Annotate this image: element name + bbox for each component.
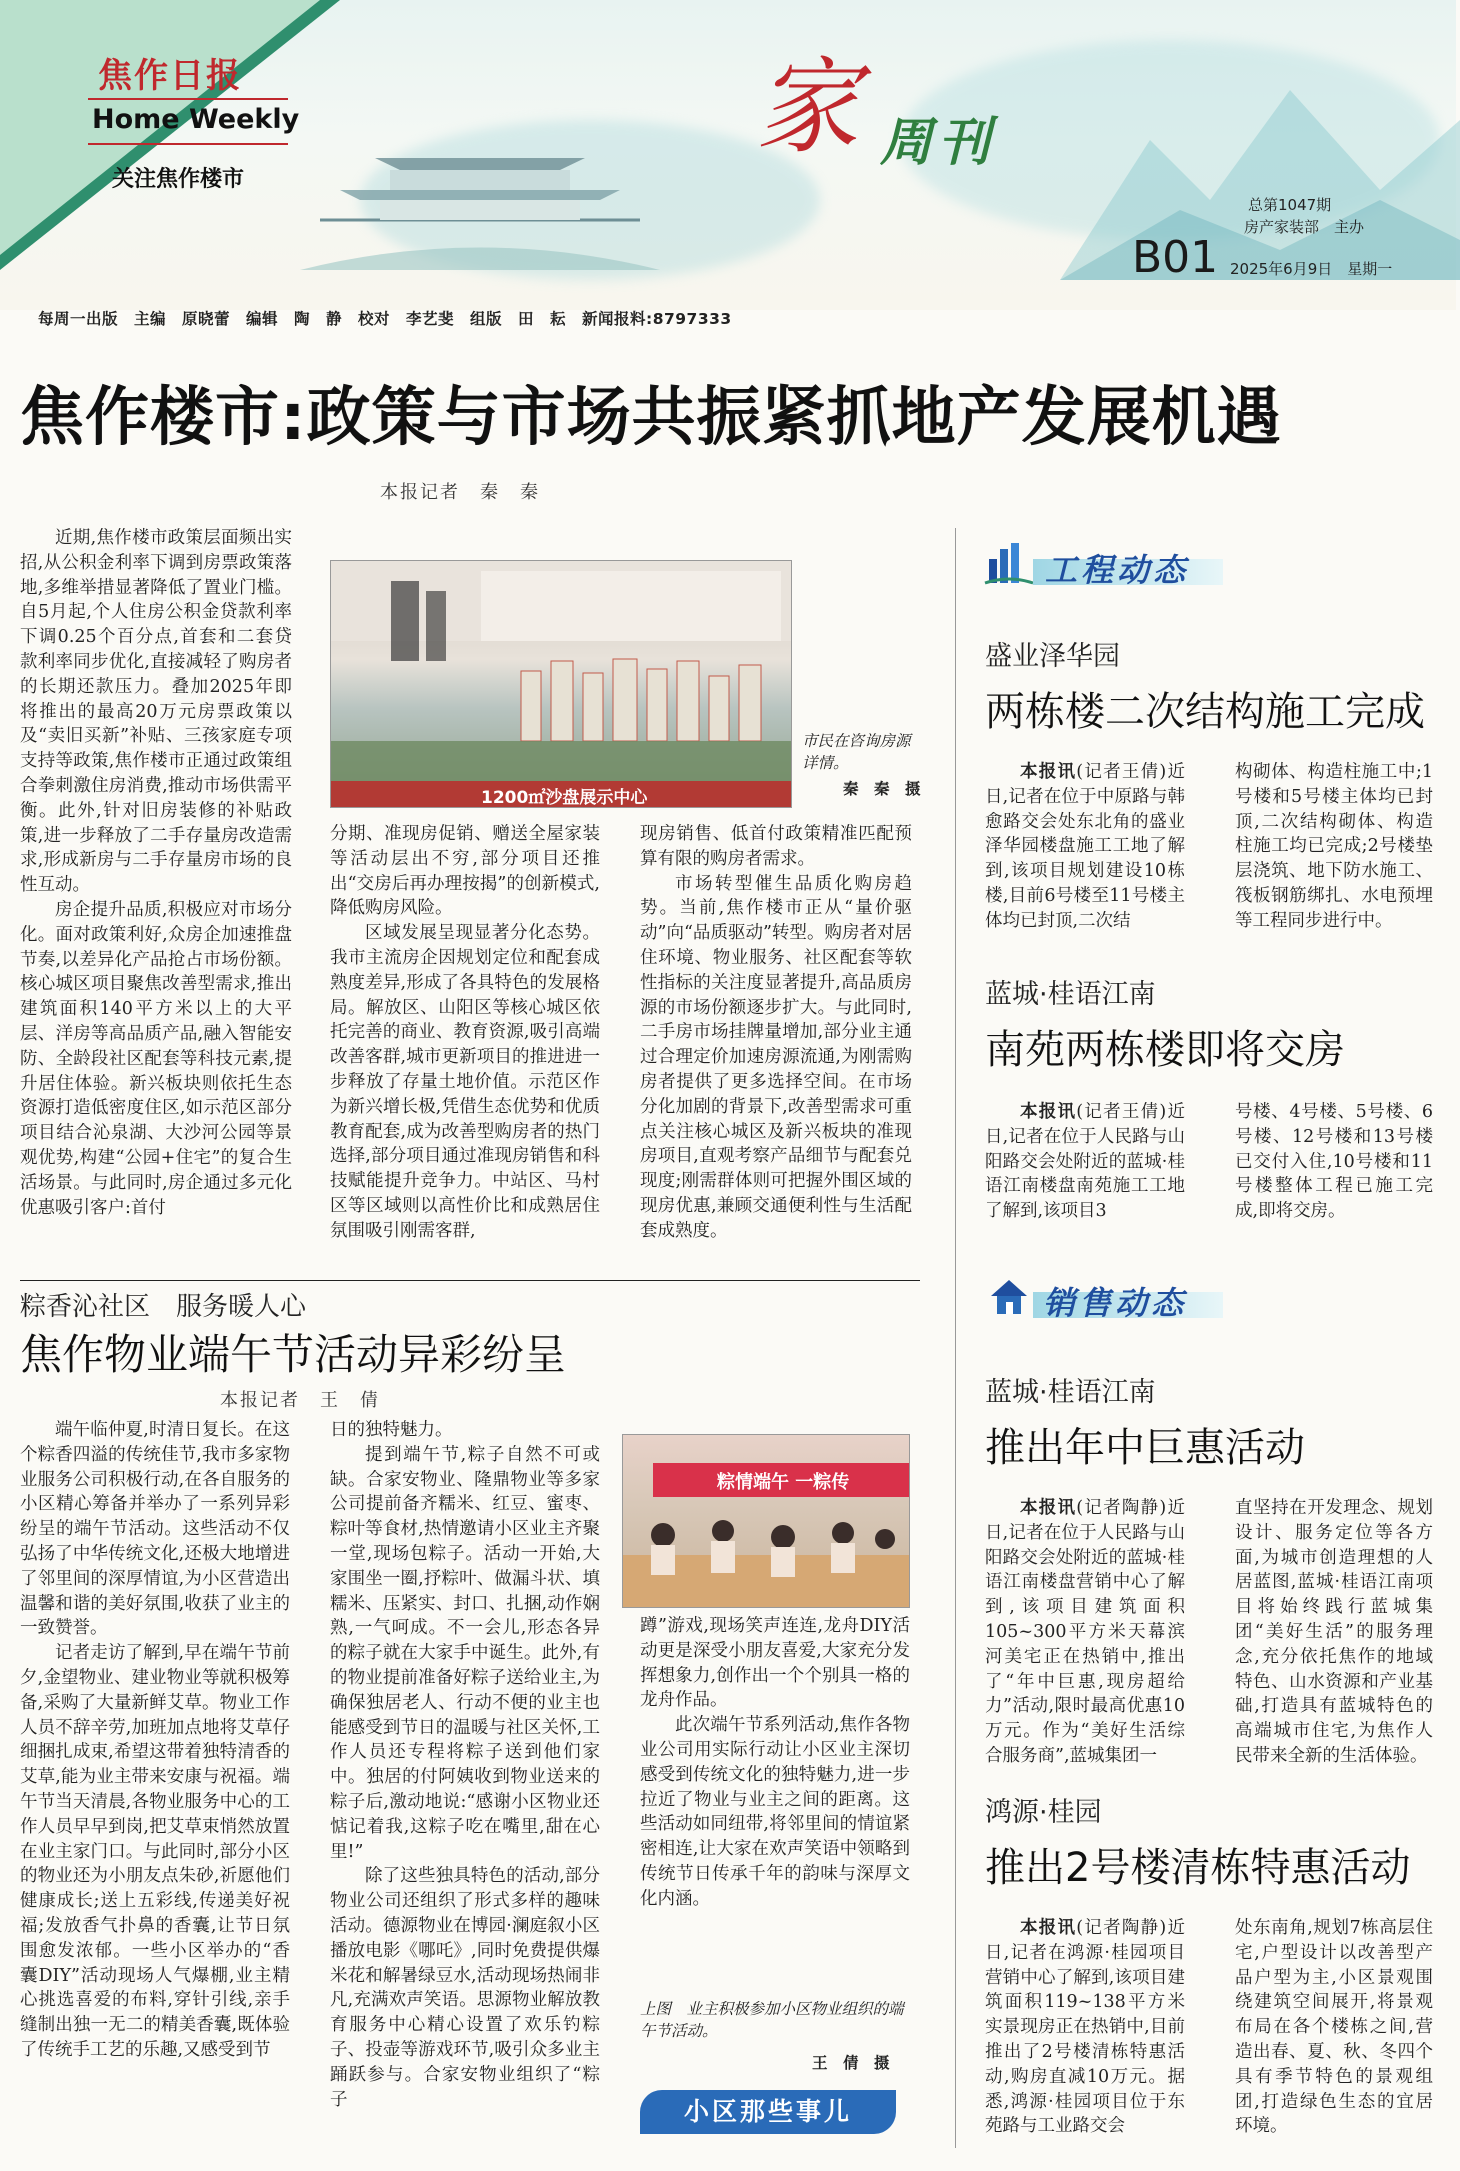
news3-column-a	[985, 1496, 1185, 1769]
masthead-logo-block	[78, 40, 318, 200]
sand-table-model	[331, 561, 791, 807]
reporter: (记者王倩)	[1076, 1102, 1167, 1122]
paragraph: 蹲”游戏,现场笑声连连,龙舟DIY活动更是深受小朋友喜爱,大家充分发挥想象力,创作出一个个别具一格的龙舟作品。	[640, 1616, 910, 1711]
second-photo	[622, 1434, 910, 1608]
house-icon	[985, 1274, 1033, 1318]
news2-title: 南苑两栋楼即将交房	[985, 1027, 1345, 1073]
paragraph: 此次端午节系列活动,焦作各物业公司用实际行动让小区业主深切感受到传统文化的独特魅力,进一步拉近了物业与业主之间的距离。这些活动如同纽带,将邻里间的情谊紧密相连,让大家在欢声笑语中领略到传统节日传承千年的韵味与深厚文化内涵。	[640, 1715, 910, 1909]
second-column-1	[20, 1418, 290, 2063]
news1-column-a	[985, 760, 1185, 934]
column-tag-badge: 小区那些事儿	[640, 2090, 896, 2134]
slogan: 关注焦作楼市	[112, 167, 245, 192]
second-byline: 本报记者 王 倩	[220, 1390, 380, 1411]
text: 号楼、4号楼、5号楼、6号楼、12号楼和13号楼已交付入住,10号楼和11号楼整体工程已施工完成,即将交房。	[1235, 1102, 1433, 1222]
issue-date: 2025年6月9日 星期一	[1230, 260, 1393, 278]
text: 直坚持在开发理念、规划设计、服务定位等各方面,为城市创造理想的人居蓝图,蓝城·桂语江南项目将始终践行蓝城集团“美好生活”的服务理念,充分依托焦作的地域特色、山水资源和产业基础,打造具有蓝城特色的高端城市住宅,为焦作人民带来全新的生活体验。	[1235, 1498, 1433, 1766]
news-lead: 本报讯	[1020, 1918, 1077, 1938]
paragraph: 现房销售、低首付政策精准匹配预算有限的购房者需求。	[640, 824, 912, 869]
news4-title: 推出2号楼清栋特惠活动	[985, 1845, 1411, 1891]
second-headline: 焦作物业端午节活动异彩纷呈	[20, 1330, 567, 1379]
news1-project: 盛业泽华园	[985, 641, 1120, 672]
paragraph: 分期、准现房促销、赠送全屋家装等活动层出不穷,部分项目还推出“交房后再办理按揭”的创新模式,降低购房风险。	[330, 824, 600, 919]
paragraph: 提到端午节,粽子自然不可或缺。合家安物业、隆鼎物业等多家公司提前备齐糯米、红豆、蜜枣、粽叶等食材,热情邀请小区业主齐聚一堂,现场包粽子。活动一开始,大家围坐一圈,抒粽叶、做漏斗状、填糯米、压紧实、封口、扎捆,动作娴熟,一气呵成。不一会儿,形态各异的粽子就在大家手中诞生。此外,有的物业提前准备好粽子送给业主,为确保独居老人、行动不便的业主也能感受到节日的温暖与社区关怀,工作人员还专程将粽子送到他们家中。独居的付阿姨收到物业送来的粽子后,激动地说:“感谢小区物业还惦记着我,这粽子吃在嘴里,甜在心里!”	[330, 1444, 600, 1862]
second-column-3	[640, 1614, 910, 1912]
dragon-boat-event-scene	[623, 1435, 909, 1607]
second-kicker: 粽香沁社区 服务暖人心	[20, 1292, 307, 1322]
paragraph: 市场转型催生品质化购房趋势。当前,焦作楼市正从“量价驱动”向“品质驱动”转型。购房者对居住环境、物业服务、社区配套等软性指标的关注度显著提升,高品质房源的市场份额逐步扩大。与此同时,二手房市场挂牌量增加,部分业主通过合理定价加速房源流通,为刚需购房者提供了更多选择空间。在市场分化加剧的背景下,改善型需求可重点关注核心城区及新兴板块的准现房项目,直观考察产品细节与配套兑现度;刚需群体则可把握外围区域的现房优惠,兼顾交通便利性与生活配套成熟度。	[640, 873, 912, 1241]
engineering-tag-label: 工程动态	[1045, 551, 1190, 589]
text: 构砌体、构造柱施工中;1号楼和5号楼主体均已封顶,二次结构砌体、构造柱施工均已完成;2号楼垫层浇筑、地下防水施工、筏板钢筋绑扎、水电预埋等工程同步进行中。	[1235, 762, 1433, 931]
issue-total: 总第1047期	[1248, 196, 1332, 214]
news2-project: 蓝城·桂语江南	[985, 979, 1156, 1010]
text: 近日,记者在位于中原路与韩愈路交会处东北角的盛业泽华园楼盘施工工地了解到,该项目规划建设10栋楼,目前6号楼至11号楼主体均已封顶,二次结	[985, 762, 1186, 931]
news-lead: 本报讯	[1020, 1102, 1077, 1122]
photo-banner: 粽情端午 一粽传	[717, 1472, 850, 1493]
column-divider	[955, 528, 956, 2148]
reporter: (记者陶静)	[1076, 1918, 1167, 1938]
engineering-tag	[985, 537, 1205, 591]
text: 近日,记者在位于人民路与山阳路交会处附近的蓝城·桂语江南楼盘南苑施工工地了解到,该项目3	[985, 1102, 1186, 1222]
paragraph: 端午临仲夏,时清日复长。在这个粽香四溢的传统佳节,我市多家物业服务公司积极行动,在各自服务的小区精心筹备并举办了一系列异彩纷呈的端午节活动。这些活动不仅弘扬了中华传统文化,还极大地增进了邻里间的深厚情谊,为小区营造出温馨和谐的美好氛围,收获了业主的一致赞誉。	[20, 1420, 290, 1639]
mountain-illustration	[1060, 60, 1460, 283]
news3-column-b	[1235, 1496, 1433, 1769]
lead-photo-credit: 秦 秦 摄	[843, 779, 921, 798]
building-icon	[985, 541, 1033, 585]
second-photo-caption: 上图 业主积极参加小区物业组织的端午节活动。	[640, 2000, 904, 2040]
text: 近日,记者在鸿源·桂园项目营销中心了解到,该项目建筑面积119~138平方米实景现房正在热销中,目前推出了2号楼清栋特惠活动,购房直减10万元。据悉,鸿源·桂园项目位于东苑路与工业路交会	[985, 1918, 1186, 2137]
credits-line: 每周一出版 主编 原晓蕾 编辑 陶 静 校对 李艺斐 组版 田 耘 新闻报料:8797333	[38, 310, 732, 328]
news2-column-a	[985, 1100, 1185, 1224]
sales-tag	[985, 1270, 1205, 1324]
lead-column-1	[20, 526, 292, 1220]
supplement-title-jia: 家	[755, 46, 860, 168]
news4-column-b	[1235, 1916, 1433, 2139]
lead-byline: 本报记者 秦 秦	[380, 482, 540, 503]
news-lead: 本报讯	[1020, 1498, 1077, 1518]
section-divider	[20, 1280, 920, 1281]
news1-column-b	[1235, 760, 1433, 934]
page-number: B01	[1132, 232, 1219, 283]
home-weekly-label: Home Weekly	[92, 104, 300, 135]
logo-divider	[88, 98, 288, 100]
paper-name-logo: 焦作日报	[98, 56, 242, 96]
second-photo-credit: 王 倩 摄	[812, 2053, 890, 2072]
second-column-2	[330, 1418, 600, 2112]
text: 处东南角,规划7栋高层住宅,户型设计以改善型产品户型为主,小区景观围绕建筑空间展开,将景观布局在各个楼栋之间,营造出春、夏、秋、冬四个具有季节特色的景观组团,打造绿色生态的宜居环境。	[1235, 1918, 1433, 2137]
news3-project: 蓝城·桂语江南	[985, 1377, 1156, 1408]
paragraph: 除了这些独具特色的活动,部分物业公司还组织了形式多样的趣味活动。德源物业在博园·澜庭叙小区播放电影《哪吒》,同时免费提供爆米花和解暑绿豆水,活动现场热闹非凡,充满欢声笑语。思源物业解放教育服务中心精心设置了欢乐钓粽子、投壶等游戏环节,吸引众多业主踊跃参与。合家安物业组织了“粽子	[330, 1866, 600, 2110]
news4-project: 鸿源·桂园	[985, 1797, 1102, 1828]
news1-title: 两栋楼二次结构施工完成	[985, 689, 1425, 735]
supplement-title-weekly: 周刊	[880, 112, 997, 173]
text: 近日,记者在位于人民路与山阳路交会处附近的蓝城·桂语江南楼盘营销中心了解到,该项目建筑面积105~300平方米天幕滨河美宅正在热销中,推出了“年中巨惠,现房超给力”活动,限时最高优惠10万元。作为“美好生活综合服务商”,蓝城集团一	[985, 1498, 1186, 1766]
sales-tag-label: 销售动态	[1043, 1284, 1188, 1322]
lead-photo-caption: 市民在咨询房源详情。	[802, 732, 911, 772]
logo-divider	[88, 143, 288, 145]
photo-banner: 1200㎡沙盘展示中心	[481, 788, 648, 808]
host-dept: 房产家装部 主办	[1244, 218, 1365, 236]
lead-column-2	[330, 822, 600, 1244]
news2-column-b	[1235, 1100, 1433, 1224]
lead-column-3	[640, 822, 912, 1244]
paragraph: 记者走访了解到,早在端午节前夕,金望物业、建业物业等就积极筹备,采购了大量新鲜艾草。物业工作人员不辞辛劳,加班加点地将艾草仔细捆扎成束,希望这带着独特清香的艾草,能为业主带来安康与祝福。端午节当天清晨,各物业服务中心的工作人员早早到岗,把艾草束悄然放置在业主家门口。与此同时,部分小区的物业还为小朋友点朱砂,祈愿他们健康成长;送上五彩线,传递美好祝福;发放香气扑鼻的香囊,让节日氛围愈发浓郁。一些小区举办的“香囊DIY”活动现场人气爆棚,业主精心挑选喜爱的布料,穿针引线,亲手缝制出独一无二的精美香囊,既体验了传统手工艺的乐趣,又感受到节	[20, 1643, 290, 2060]
paragraph: 房企提升品质,积极应对市场分化。面对政策利好,众房企加速推盘节奏,以差异化产品抢占市场份额。核心城区项目聚焦改善型需求,推出建筑面积140平方米以上的大平层、洋房等高品质产品,融入智能安防、全龄段社区配套等科技元素,提升居住体验。新兴板块则依托生态资源打造低密度住区,如示范区部分项目结合沁泉湖、大沙河公园等景观优势,构建“公园+住宅”的复合生活场景。与此同时,房企通过多元化优惠吸引客户:首付	[20, 899, 292, 1218]
lead-photo	[330, 560, 792, 808]
news3-title: 推出年中巨惠活动	[985, 1425, 1305, 1471]
paragraph: 日的独特魅力。	[330, 1420, 453, 1440]
reporter: (记者陶静)	[1076, 1498, 1167, 1518]
pavilion-illustration	[300, 130, 660, 280]
reporter: (记者王倩)	[1076, 762, 1167, 782]
lead-headline: 焦作楼市:政策与市场共振紧抓地产发展机遇	[20, 381, 1282, 455]
paragraph: 区域发展呈现显著分化态势。我市主流房企因规划定位和配套成熟度差异,形成了各具特色的发展格局。解放区、山阳区等核心城区依托完善的商业、教育资源,吸引高端改善客群,城市更新项目的推进进一步释放了存量土地价值。示范区作为新兴增长极,凭借生态优势和优质教育配套,成为改善型购房者的热门选择,部分项目通过准现房销售和科技赋能提升竞争力。中站区、马村区等区域则以高性价比和成熟居住氛围吸引刚需客群,	[330, 923, 600, 1241]
paragraph: 近期,焦作楼市政策层面频出实招,从公积金利率下调到房票政策落地,多维举措显著降低了置业门槛。自5月起,个人住房公积金贷款利率下调0.25个百分点,首套和二套贷款利率同步优化,直接减轻了购房者的长期还款压力。叠加2025年即将推出的最高20万元房票政策以及“卖旧买新”补贴、三孩家庭专项支持等政策,焦作楼市正通过政策组合拳刺激住房消费,推动市场供需平衡。此外,针对旧房装修的补贴政策,进一步释放了二手存量房改造需求,形成新房与二手存量房市场的良性互动。	[20, 528, 292, 896]
news4-column-a	[985, 1916, 1185, 2139]
news-lead: 本报讯	[1020, 762, 1077, 782]
masthead	[0, 0, 1456, 328]
